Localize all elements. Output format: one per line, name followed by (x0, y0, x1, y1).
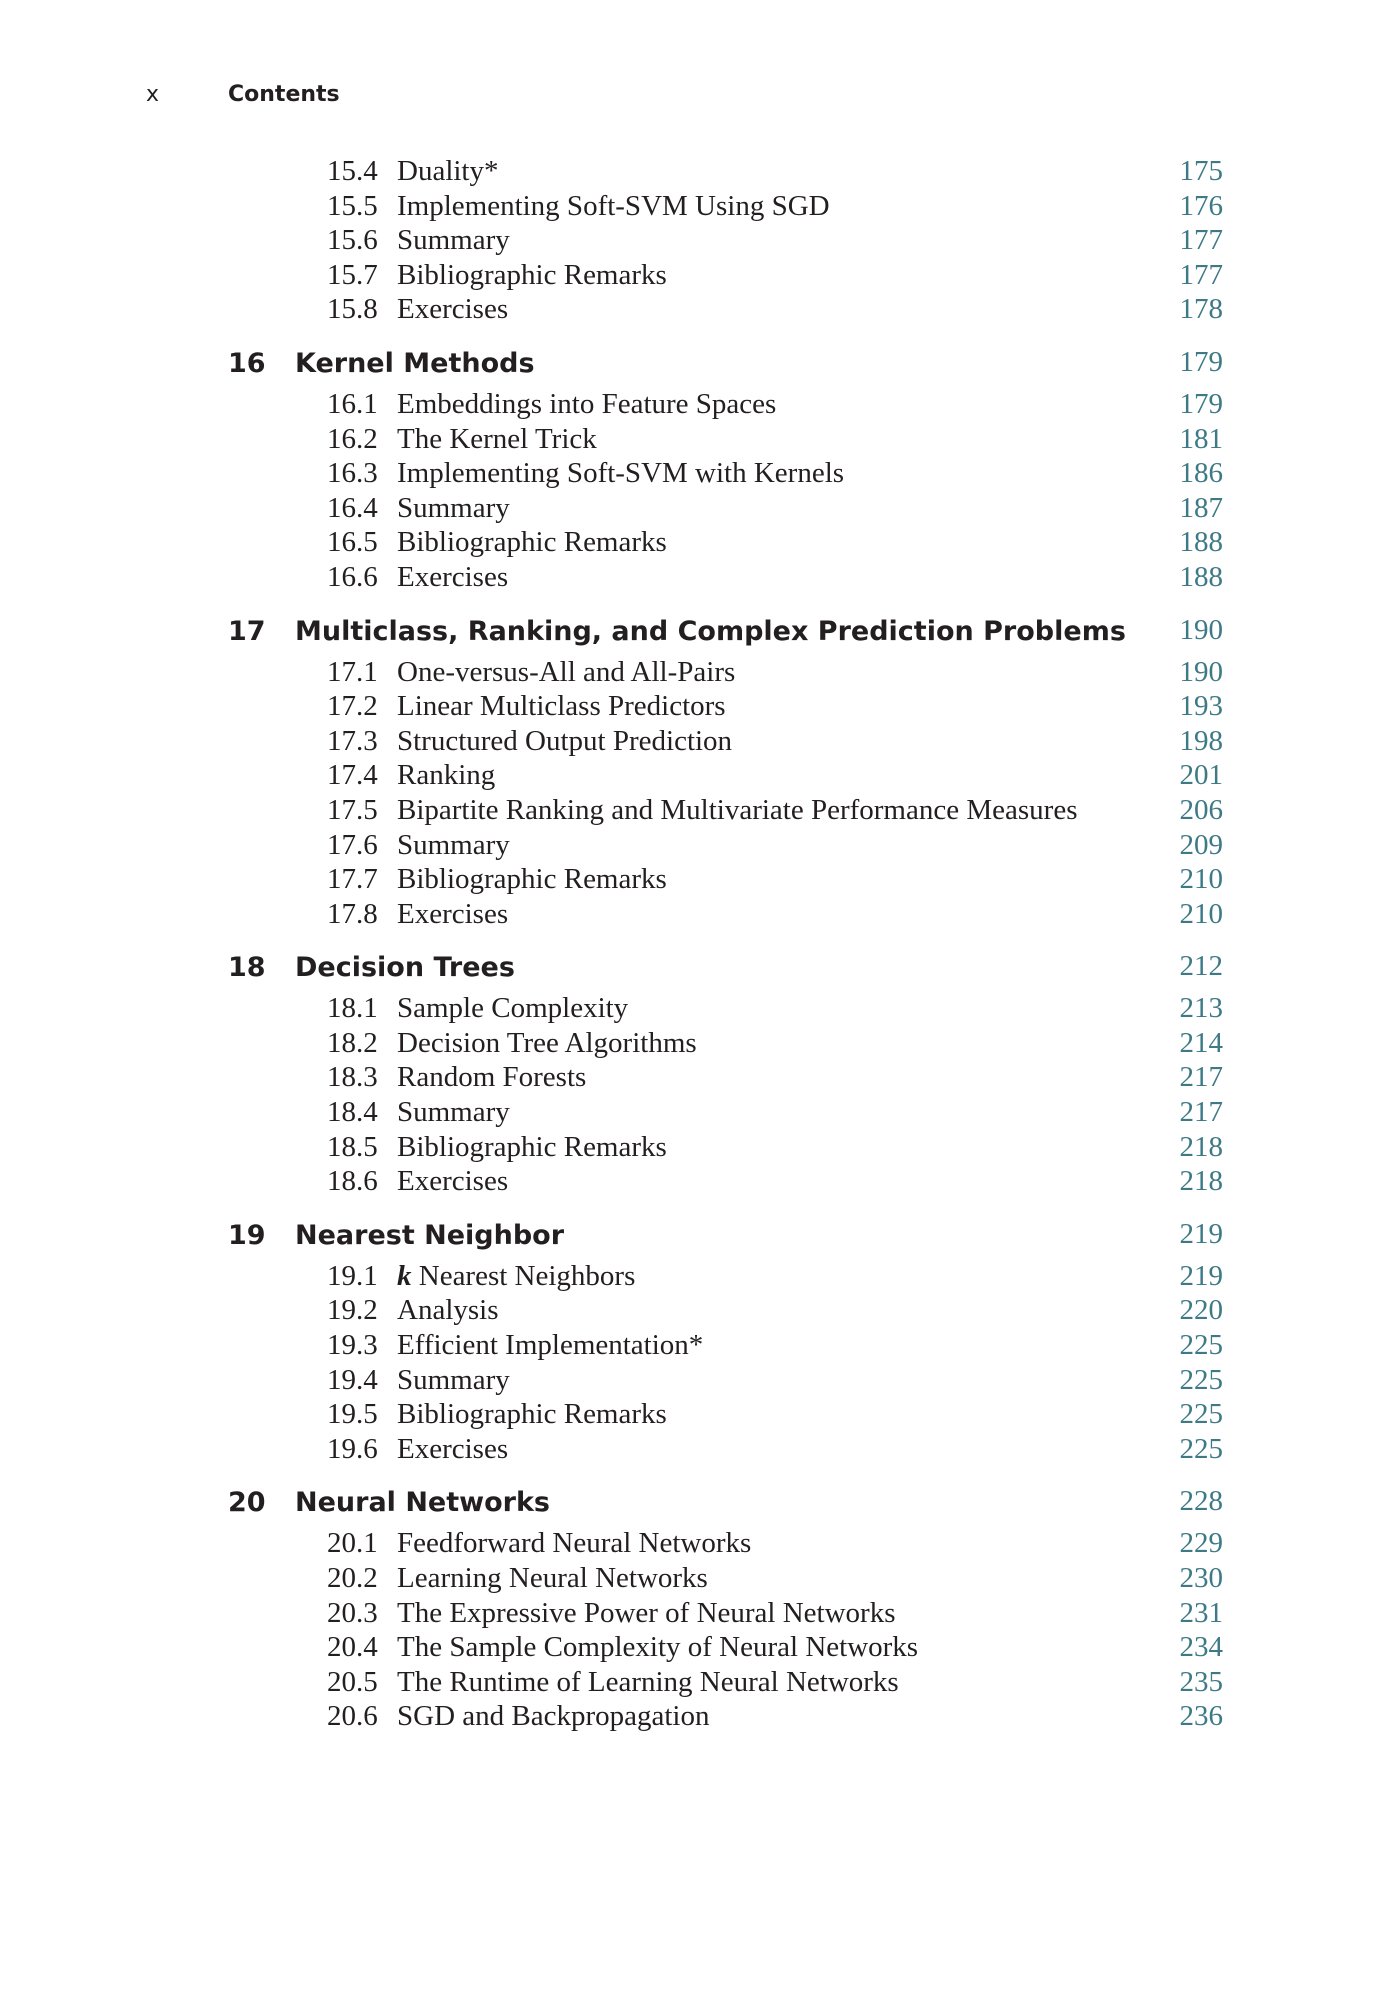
chapter-title: Neural Networks (295, 1487, 550, 1519)
section-title: Bibliographic Remarks (397, 1398, 667, 1431)
section-page-number[interactable]: 187 (1179, 491, 1223, 524)
section-page-number[interactable]: 231 (1179, 1596, 1223, 1629)
section-page-number[interactable]: 225 (1179, 1363, 1223, 1396)
section-page-number[interactable]: 190 (1179, 655, 1223, 688)
section-number: 20.4 (327, 1631, 378, 1664)
section-number: 15.7 (327, 258, 378, 291)
toc-section-entry[interactable] (0, 1433, 1400, 1468)
section-title: Summary (397, 1096, 510, 1129)
chapter-page-number[interactable]: 190 (1179, 613, 1223, 646)
toc-section-entry[interactable] (0, 1562, 1400, 1597)
section-number: 16.3 (327, 457, 378, 490)
chapter-title: Kernel Methods (295, 347, 535, 379)
section-number: 18.3 (327, 1061, 378, 1094)
section-title: Learning Neural Networks (397, 1562, 708, 1594)
section-page-number[interactable]: 220 (1179, 1294, 1223, 1327)
section-number: 17.3 (327, 724, 378, 757)
toc-section-entry[interactable] (0, 1131, 1400, 1166)
toc-section-entry[interactable] (0, 224, 1400, 259)
chapter-number: 20 (228, 1487, 266, 1519)
toc-section-entry[interactable] (0, 759, 1400, 794)
toc-section-entry[interactable] (0, 1329, 1400, 1364)
section-page-number[interactable]: 217 (1179, 1061, 1223, 1094)
section-title: Summary (397, 491, 510, 524)
section-title: Structured Output Prediction (397, 724, 733, 757)
section-title: Summary (397, 1363, 510, 1396)
toc-section-entry[interactable] (0, 1398, 1400, 1433)
section-number: 15.8 (327, 293, 378, 326)
toc-section-entry[interactable] (0, 1260, 1400, 1295)
section-title: Efficient Implementation* (397, 1329, 704, 1362)
toc-section-entry[interactable] (0, 1666, 1400, 1701)
section-page-number[interactable]: 210 (1179, 897, 1223, 930)
toc-section-entry[interactable] (0, 690, 1400, 725)
section-title: Linear Multiclass Predictors (397, 690, 726, 723)
section-page-number[interactable]: 217 (1179, 1096, 1223, 1129)
section-number: 18.1 (327, 992, 378, 1025)
section-number: 19.4 (327, 1363, 378, 1396)
section-page-number[interactable]: 186 (1179, 457, 1223, 490)
section-page-number[interactable]: 225 (1179, 1329, 1223, 1362)
section-title: Embeddings into Feature Spaces (397, 387, 777, 420)
section-page-number[interactable]: 201 (1179, 759, 1223, 792)
toc-chapter-entry[interactable] (0, 932, 1400, 992)
section-title: Implementing Soft-SVM Using SGD (397, 189, 830, 222)
section-title: Exercises (397, 293, 509, 326)
section-number: 15.6 (327, 224, 378, 257)
section-page-number[interactable]: 234 (1179, 1631, 1223, 1664)
section-title: Bibliographic Remarks (397, 526, 667, 559)
section-page-number[interactable]: 206 (1179, 793, 1223, 826)
section-number: 17.5 (327, 793, 378, 826)
section-page-number[interactable]: 214 (1179, 1026, 1223, 1059)
section-title: Sample Complexity (397, 992, 629, 1025)
section-title: Implementing Soft-SVM with Kernels (397, 457, 845, 490)
section-title-text: Nearest Neighbors (411, 1259, 636, 1292)
section-title: Random Forests (397, 1061, 587, 1094)
section-number: 20.3 (327, 1596, 378, 1629)
toc-section-entry[interactable] (0, 423, 1400, 458)
section-number: 19.3 (327, 1329, 378, 1362)
section-page-number[interactable]: 225 (1179, 1398, 1223, 1431)
section-page-number[interactable]: 179 (1179, 387, 1223, 420)
section-page-number[interactable]: 235 (1179, 1665, 1223, 1698)
section-number: 15.5 (327, 189, 378, 222)
section-number: 19.1 (327, 1259, 378, 1292)
section-title: Exercises (397, 1165, 509, 1198)
section-number: 18.2 (327, 1026, 378, 1059)
toc-section-entry[interactable] (0, 898, 1400, 933)
section-number: 20.5 (327, 1665, 378, 1698)
chapter-page-number[interactable]: 219 (1179, 1217, 1223, 1250)
toc-section-entry[interactable] (0, 794, 1400, 829)
chapter-title: Multiclass, Ranking, and Complex Prediction Problems (295, 615, 1126, 647)
section-number: 16.4 (327, 491, 378, 524)
section-number: 17.1 (327, 655, 378, 688)
toc-chapter-entry[interactable] (0, 328, 1400, 388)
section-title: Decision Tree Algorithms (397, 1026, 697, 1059)
section-page-number[interactable]: 218 (1179, 1165, 1223, 1198)
section-number: 16.1 (327, 387, 378, 420)
section-page-number[interactable]: 181 (1179, 422, 1223, 455)
section-title: One-versus-All and All-Pairs (397, 655, 736, 688)
section-number: 17.8 (327, 897, 378, 930)
section-number: 20.6 (327, 1700, 378, 1733)
toc-section-entry[interactable] (0, 1061, 1400, 1096)
section-title: Exercises (397, 560, 509, 593)
section-title: The Sample Complexity of Neural Networks (397, 1631, 919, 1664)
toc-section-entry[interactable] (0, 1165, 1400, 1200)
chapter-page-number[interactable]: 179 (1179, 345, 1223, 378)
section-number: 17.7 (327, 863, 378, 896)
toc-section-entry[interactable] (0, 293, 1400, 328)
toc-section-entry[interactable] (0, 656, 1400, 691)
section-page-number[interactable]: 225 (1179, 1432, 1223, 1465)
table-of-contents (0, 155, 1400, 1735)
section-page-number[interactable]: 193 (1179, 690, 1223, 723)
chapter-number: 19 (228, 1219, 266, 1251)
section-page-number[interactable]: 178 (1179, 293, 1223, 326)
section-number: 15.4 (327, 155, 378, 187)
chapter-number: 16 (228, 347, 266, 379)
section-number: 17.2 (327, 690, 378, 723)
section-title: Bibliographic Remarks (397, 258, 667, 291)
toc-chapter-entry[interactable] (0, 596, 1400, 656)
toc-section-entry[interactable] (0, 190, 1400, 225)
section-number: 17.4 (327, 759, 378, 792)
section-page-number[interactable]: 188 (1179, 560, 1223, 593)
toc-section-entry[interactable] (0, 992, 1400, 1027)
toc-section-entry[interactable] (0, 561, 1400, 596)
section-page-number[interactable]: 188 (1179, 526, 1223, 559)
section-page-number[interactable]: 177 (1179, 224, 1223, 257)
section-page-number[interactable]: 236 (1179, 1700, 1223, 1733)
section-page-number[interactable]: 210 (1179, 863, 1223, 896)
section-title: Ranking (397, 759, 496, 792)
toc-section-entry[interactable] (0, 526, 1400, 561)
section-page-number[interactable]: 230 (1179, 1562, 1223, 1594)
section-title-italic-variable: k (397, 1259, 412, 1292)
section-title: The Kernel Trick (397, 422, 597, 455)
section-number: 18.5 (327, 1130, 378, 1163)
chapter-number: 17 (228, 615, 266, 647)
section-page-number[interactable]: 176 (1179, 189, 1223, 222)
section-title: Feedforward Neural Networks (397, 1527, 752, 1560)
chapter-page-number[interactable]: 228 (1179, 1485, 1223, 1518)
section-page-number[interactable]: 209 (1179, 828, 1223, 861)
section-page-number[interactable]: 175 (1179, 155, 1223, 187)
section-title: The Runtime of Learning Neural Networks (397, 1665, 899, 1698)
section-title: The Expressive Power of Neural Networks (397, 1596, 896, 1629)
section-number: 16.5 (327, 526, 378, 559)
section-number: 18.6 (327, 1165, 378, 1198)
section-number: 19.2 (327, 1294, 378, 1327)
section-number: 17.6 (327, 828, 378, 861)
section-title: Summary (397, 828, 510, 861)
toc-chapter-entry[interactable] (0, 1467, 1400, 1527)
toc-section-entry[interactable] (0, 492, 1400, 527)
toc-section-entry[interactable] (0, 829, 1400, 864)
section-number: 19.6 (327, 1432, 378, 1465)
chapter-title: Decision Trees (295, 952, 515, 984)
toc-section-entry[interactable] (0, 1597, 1400, 1632)
section-number: 20.2 (327, 1562, 378, 1594)
section-title: Analysis (397, 1294, 499, 1327)
toc-section-entry[interactable] (0, 259, 1400, 294)
section-page-number[interactable]: 219 (1179, 1259, 1223, 1292)
toc-section-entry[interactable] (0, 457, 1400, 492)
section-page-number[interactable]: 198 (1179, 724, 1223, 757)
section-page-number[interactable]: 213 (1179, 992, 1223, 1025)
section-title (397, 1260, 635, 1293)
chapter-number: 18 (228, 952, 266, 984)
running-title: Contents (228, 82, 340, 107)
section-number: 18.4 (327, 1096, 378, 1129)
toc-section-entry[interactable] (0, 388, 1400, 423)
section-title: Exercises (397, 897, 509, 930)
toc-section-entry[interactable] (0, 863, 1400, 898)
toc-section-entry[interactable] (0, 155, 1400, 190)
section-title: Duality* (397, 155, 499, 187)
chapter-title: Nearest Neighbor (295, 1219, 565, 1251)
section-page-number[interactable]: 229 (1179, 1527, 1223, 1560)
section-title: Bipartite Ranking and Multivariate Performance Measures (397, 793, 1078, 826)
toc-section-entry[interactable] (0, 725, 1400, 760)
toc-section-entry[interactable] (0, 1364, 1400, 1399)
toc-section-entry[interactable] (0, 1294, 1400, 1329)
section-title: Bibliographic Remarks (397, 1130, 667, 1163)
section-number: 19.5 (327, 1398, 378, 1431)
section-number: 16.2 (327, 422, 378, 455)
section-page-number[interactable]: 177 (1179, 258, 1223, 291)
section-title: Bibliographic Remarks (397, 863, 667, 896)
section-title: SGD and Backpropagation (397, 1700, 710, 1733)
section-number: 16.6 (327, 560, 378, 593)
section-title: Exercises (397, 1432, 509, 1465)
chapter-page-number[interactable]: 212 (1179, 950, 1223, 983)
toc-section-entry[interactable] (0, 1096, 1400, 1131)
page-folio: x (146, 82, 160, 107)
toc-section-entry[interactable] (0, 1631, 1400, 1666)
toc-section-entry[interactable] (0, 1027, 1400, 1062)
toc-section-entry[interactable] (0, 1527, 1400, 1562)
section-title: Summary (397, 224, 510, 257)
toc-section-entry[interactable] (0, 1700, 1400, 1735)
toc-chapter-entry[interactable] (0, 1200, 1400, 1260)
section-number: 20.1 (327, 1527, 378, 1560)
section-page-number[interactable]: 218 (1179, 1130, 1223, 1163)
